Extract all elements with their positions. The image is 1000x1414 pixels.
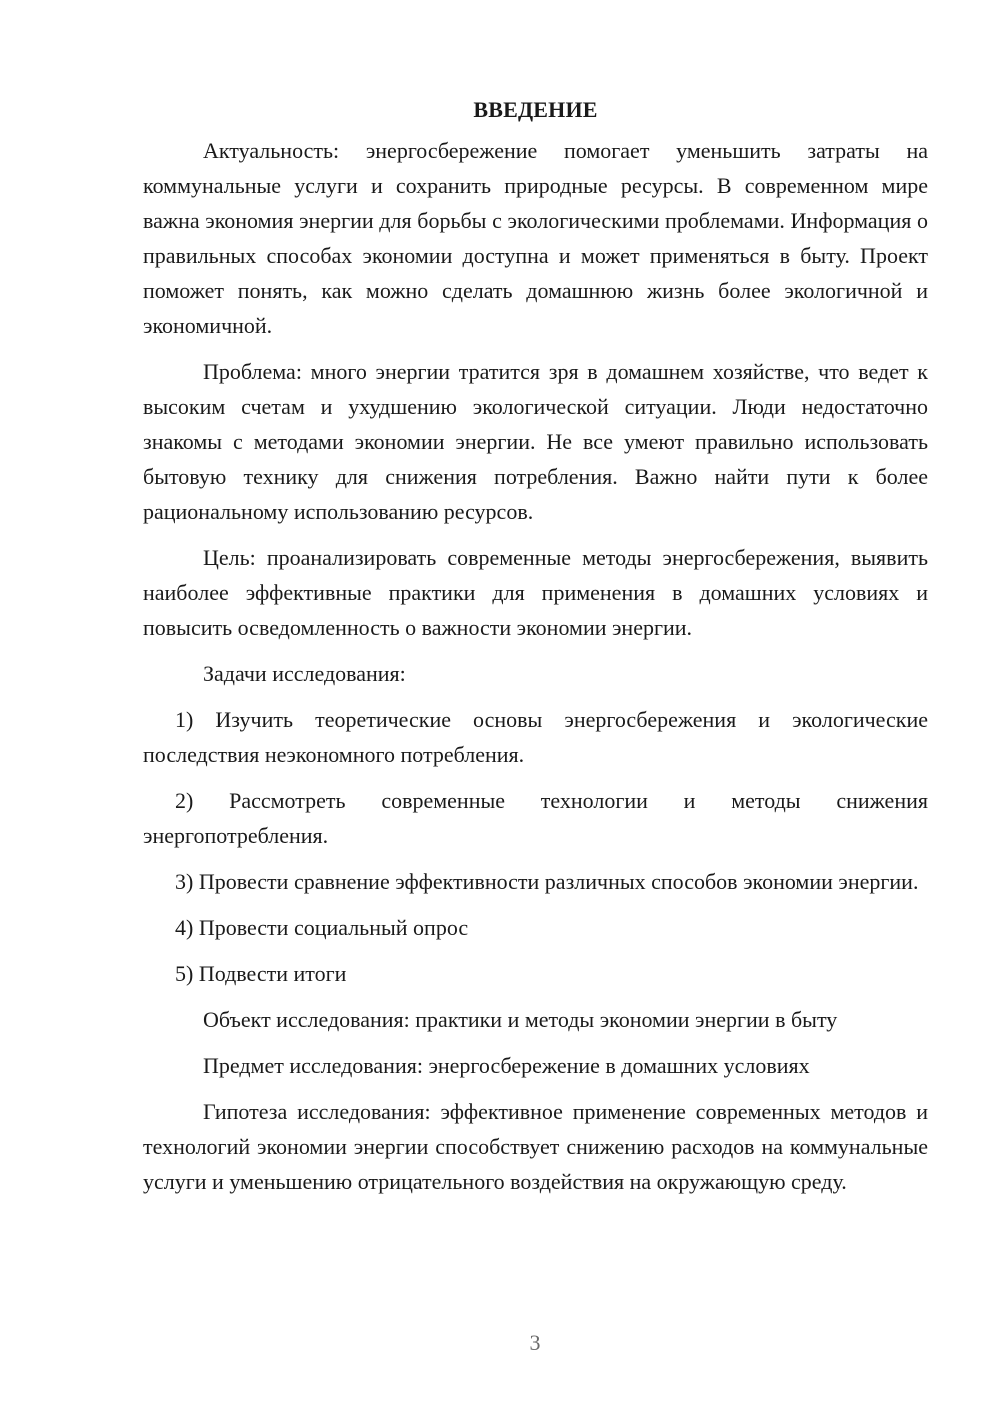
paragraph-problem: Проблема: много энергии тратится зря в домашнем хозяйстве, что ведет к высоким счетам и ухудшению экологической ситуации. Люди недостаточно знакомы с методами экономии энергии. Не все умеют правильно использовать бытовую технику для снижения потребления. Важно найти пути к более рациональному использованию ресурсов. <box>143 359 928 524</box>
page-title: ВВЕДЕНИЕ <box>473 97 598 122</box>
paragraph-object: Объект исследования: практики и методы экономии энергии в быту <box>203 1007 838 1032</box>
task-item: 5) Подвести итоги <box>175 961 347 986</box>
paragraph-goal: Цель: проанализировать современные методы энергосбережения, выявить наиболее эффективные практики для применения в домашних условиях и повысить осведомленность о важности экономии энергии. <box>143 545 928 640</box>
task-item: 4) Провести социальный опрос <box>175 915 469 940</box>
task-item: 3) Провести сравнение эффективности различных способов экономии энергии. <box>175 869 919 894</box>
task-item: 2) Рассмотреть современные технологии и методы снижения энергопотребления. <box>143 788 928 848</box>
page-number: 3 <box>529 1330 541 1355</box>
task-item: 1) Изучить теоретические основы энергосбережения и экологические последствия неэкономного потребления. <box>143 707 928 767</box>
paragraph-tasks-heading: Задачи исследования: <box>203 661 406 686</box>
page-content <box>143 92 928 1210</box>
paragraph-hypothesis: Гипотеза исследования: эффективное применение современных методов и технологий экономии энергии способствует снижению расходов на коммунальные услуги и уменьшению отрицательного воздействия на окружающую среду. <box>143 1099 928 1194</box>
paragraph-relevance: Актуальность: энергосбережение помогает уменьшить затраты на коммунальные услуги и сохранить природные ресурсы. В современном мире важна экономия энергии для борьбы с экологическими проблемами. Информация о правильных способах экономии доступна и может применяться в быту. Проект поможет понять, как можно сделать домашнюю жизнь более экологичной и экономичной. <box>143 138 928 338</box>
paragraph-subject: Предмет исследования: энергосбережение в домашних условиях <box>203 1053 810 1078</box>
